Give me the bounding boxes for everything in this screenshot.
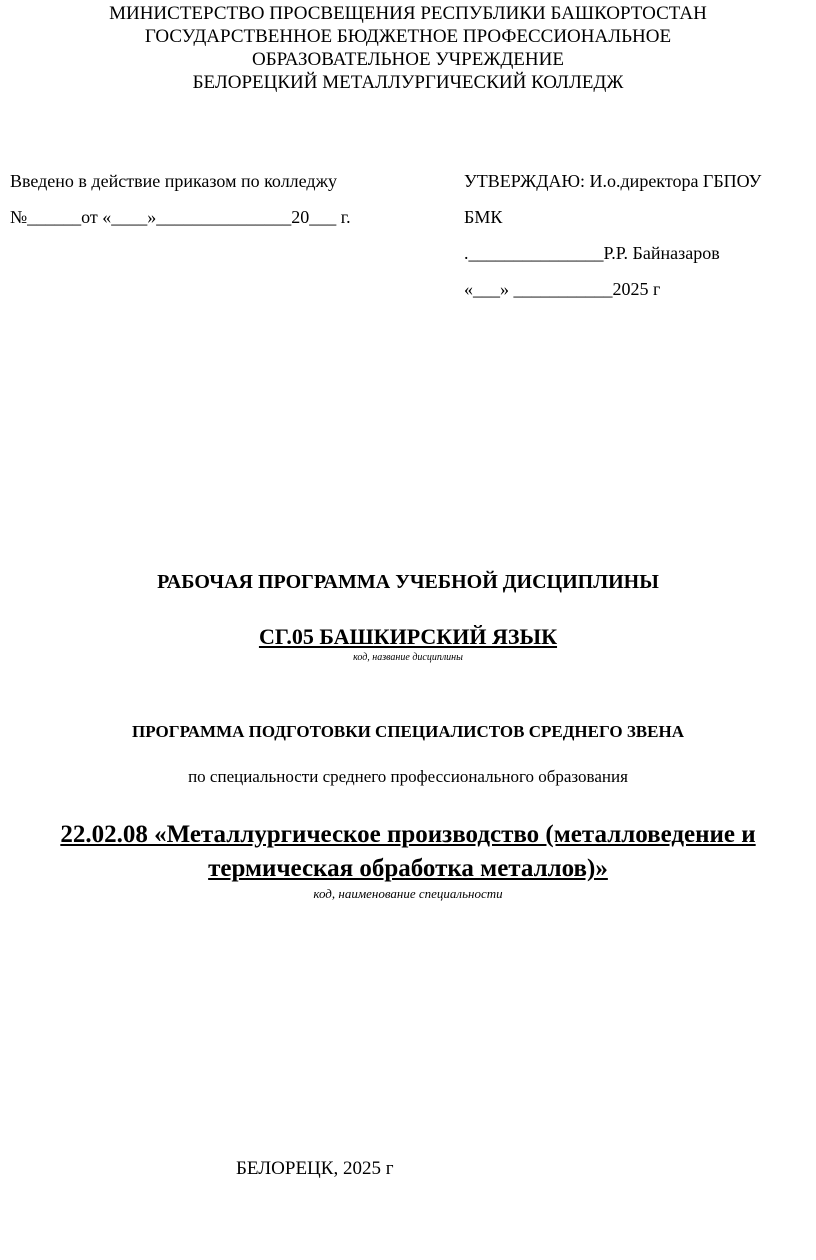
specialty-line-2: термическая обработка металлов)» bbox=[208, 855, 608, 882]
header-line: ГОСУДАРСТВЕННОЕ БЮДЖЕТНОЕ ПРОФЕССИОНАЛЬНОЕ bbox=[144, 26, 672, 47]
header-line: МИНИСТЕРСТВО ПРОСВЕЩЕНИЯ РЕСПУБЛИКИ БАШКОРТОСТАН bbox=[109, 3, 707, 24]
discipline-caption: код, название дисциплины bbox=[353, 652, 463, 663]
specialty-caption: код, наименование специальности bbox=[313, 886, 503, 901]
discipline-name: СГ.05 БАШКИРСКИЙ ЯЗЫК bbox=[258, 624, 558, 649]
header-line: ОБРАЗОВАТЕЛЬНОЕ УЧРЕЖДЕНИЕ bbox=[252, 49, 564, 70]
approval-signature: ._______________Р.Р. Байназаров bbox=[464, 243, 720, 263]
approval-org: БМК bbox=[464, 207, 503, 227]
ministry-header bbox=[0, 2, 816, 94]
document-title: РАБОЧАЯ ПРОГРАММА УЧЕБНОЙ ДИСЦИПЛИНЫ bbox=[157, 571, 659, 593]
approval-title: УТВЕРЖДАЮ: И.о.директора ГБПОУ bbox=[464, 171, 762, 191]
specialty-line-1: 22.02.08 «Металлургическое производство (металловедение и bbox=[60, 821, 756, 848]
city-year: БЕЛОРЕЦК, 2025 г bbox=[236, 1158, 394, 1179]
program-title: ПРОГРАММА ПОДГОТОВКИ СПЕЦИАЛИСТОВ СРЕДНЕГО ЗВЕНА bbox=[132, 722, 684, 741]
header-line: БЕЛОРЕЦКИЙ МЕТАЛЛУРГИЧЕСКИЙ КОЛЛЕДЖ bbox=[192, 72, 624, 93]
order-number-line: №______от «____»_______________20___ г. bbox=[10, 207, 351, 227]
order-intro: Введено в действие приказом по колледжу bbox=[10, 171, 338, 191]
approval-date: «___» ___________2025 г bbox=[464, 279, 661, 299]
specialty-intro: по специальности среднего профессионального образования bbox=[188, 767, 628, 786]
